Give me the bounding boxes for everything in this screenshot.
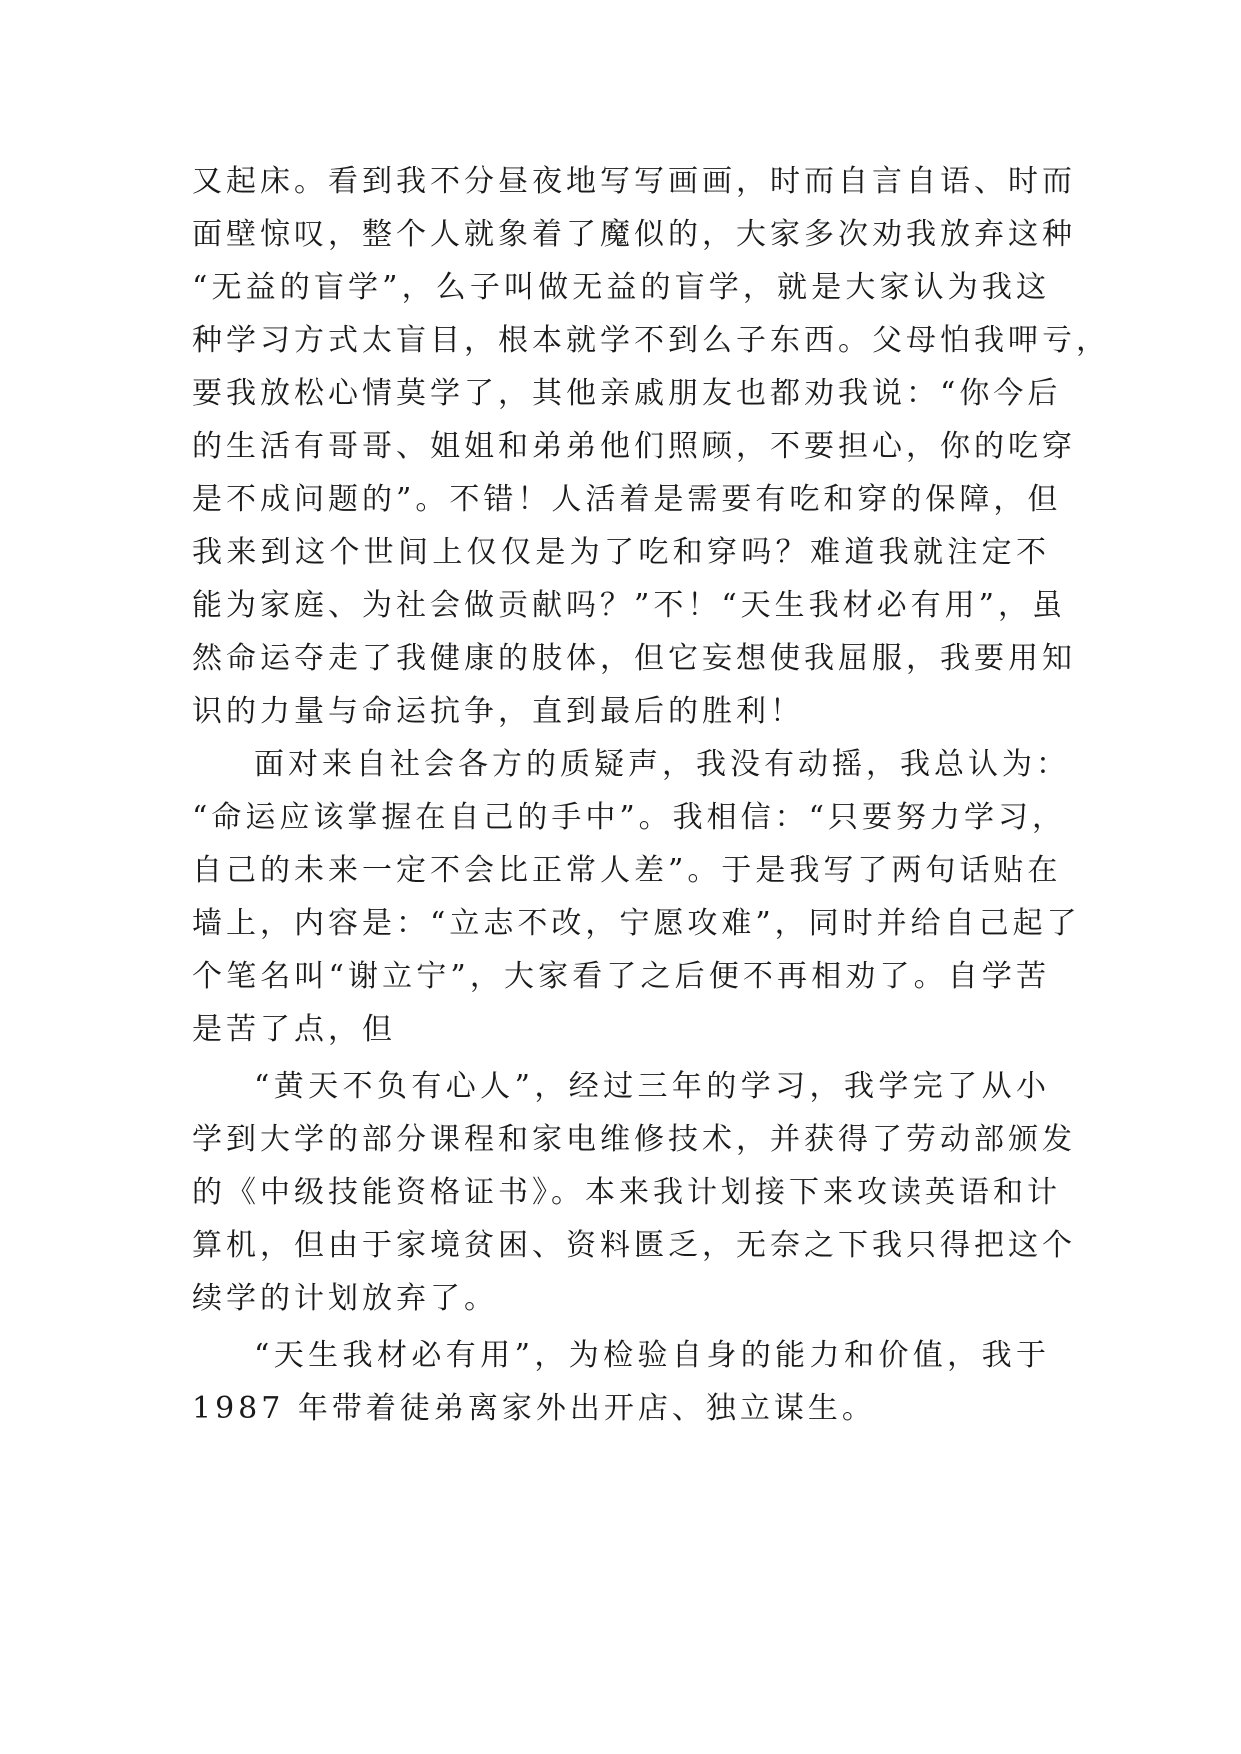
text-line: 识的力量与命运抗争，直到最后的胜利！ (192, 694, 804, 729)
text-line: 能为家庭、为社会做贡献吗？”不！“天生我材必有用”，虽 (192, 588, 1067, 623)
text-line: 我来到这个世间上仅仅是为了吃和穿吗？难道我就注定不 (192, 535, 1050, 570)
text-line: 是苦了点，但 (192, 1012, 396, 1047)
text-line: 墙上，内容是：“立志不改，宁愿攻难”，同时并给自己起了 (192, 906, 1081, 941)
text-line: 续学的计划放弃了。 (192, 1281, 498, 1316)
text-line: 个笔名叫“谢立宁”，大家看了之后便不再相劝了。自学苦 (192, 959, 1050, 994)
text-line: 然命运夺走了我健康的肢体，但它妄想使我屈服，我要用知 (192, 641, 1076, 676)
text-line: “命运应该掌握在自己的手中”。我相信：“只要努力学习， (192, 800, 1067, 835)
text-line: 又起床。看到我不分昼夜地写写画画，时而自言自语、时而 (192, 164, 1076, 199)
text-line: 种学习方式太盲目，根本就学不到么子东西。父母怕我呷亏， (192, 323, 1110, 358)
text-line: 的《中级技能资格证书》。本来我计划接下来攻读英语和计 (192, 1175, 1061, 1210)
text-line: 自己的未来一定不会比正常人差”。于是我写了两句话贴在 (192, 853, 1062, 888)
paragraph-first-line: “天生我材必有用”，为检验自身的能力和价值，我于 (254, 1338, 1050, 1373)
paragraph-first-line: 面对来自社会各方的质疑声，我没有动摇，我总认为： (254, 747, 1070, 782)
text-line: 要我放松心情莫学了，其他亲戚朋友也都劝我说：“你今后 (192, 376, 1062, 411)
text-line: 学到大学的部分课程和家电维修技术，并获得了劳动部颁发 (192, 1122, 1076, 1157)
text-line: 算机，但由于家境贫困、资料匮乏，无奈之下我只得把这个 (192, 1228, 1076, 1263)
text-line: 面壁惊叹，整个人就象着了魔似的，大家多次劝我放弃这种 (192, 217, 1076, 252)
text-line: 的生活有哥哥、姐姐和弟弟他们照顾，不要担心，你的吃穿 (192, 429, 1076, 464)
text-line: “无益的盲学”，么子叫做无益的盲学，就是大家认为我这 (192, 270, 1050, 305)
text-line: 是不成问题的”。不错！人活着是需要有吃和穿的保障，但 (192, 482, 1062, 517)
text-line: 1987 年带着徒弟离家外出开店、独立谋生。 (192, 1391, 876, 1426)
paragraph-first-line: “黄天不负有心人”，经过三年的学习，我学完了从小 (254, 1069, 1050, 1104)
